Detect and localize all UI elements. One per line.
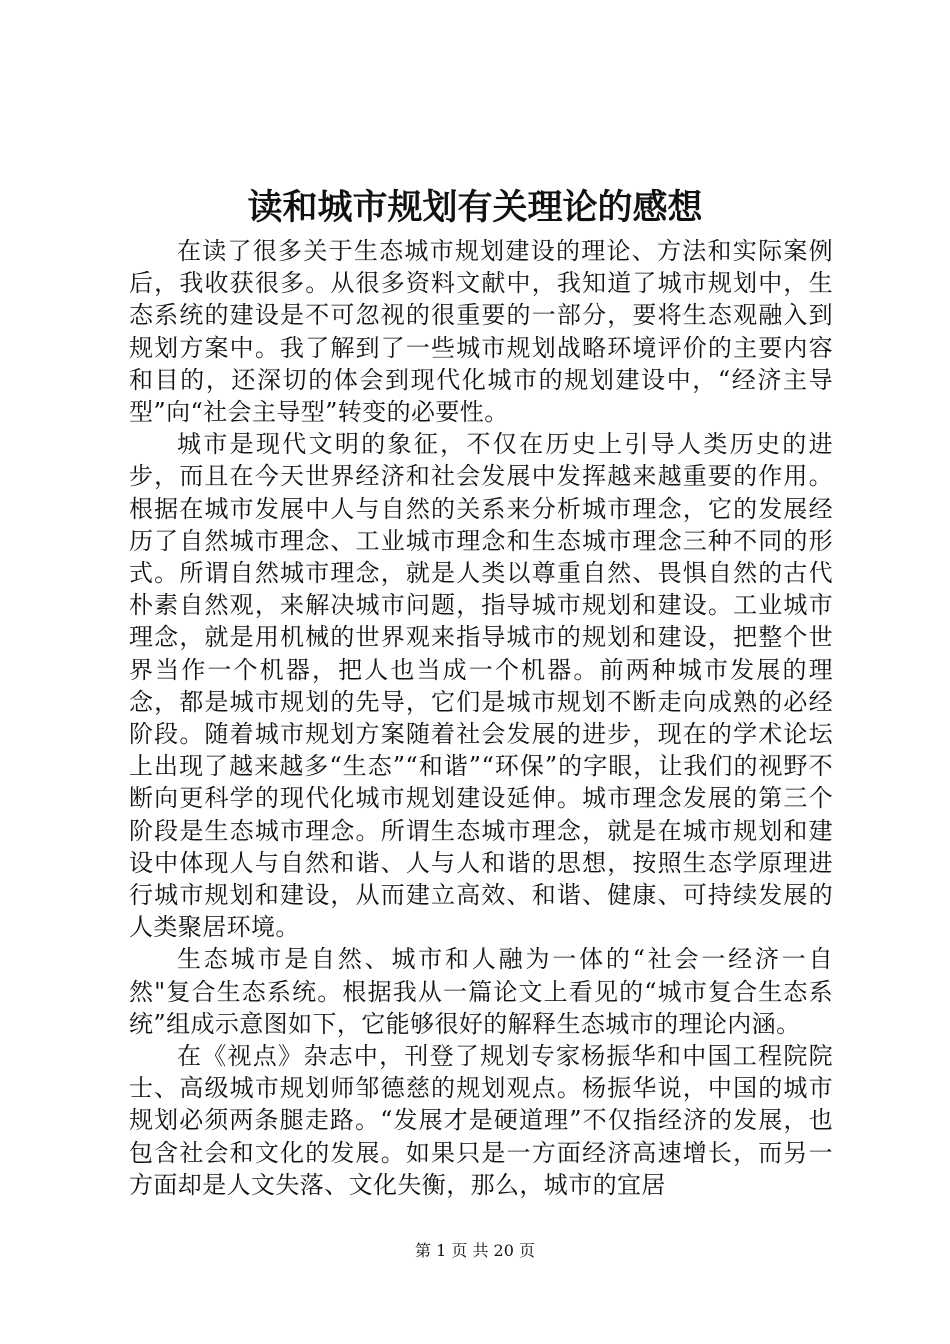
paragraph-4: 在《视点》杂志中，刊登了规划专家杨振华和中国工程院院士、高级城市规划师邹德慈的规划观点。杨振华说，中国的城市规划必须两条腿走路。“发展才是硬道理”不仅指经济的发展，也包含社会和文化的发展。如果只是一方面经济高速增长，而另一方面却是人文失落、文化失衡，那么，城市的宜居	[129, 1042, 833, 1199]
paragraph-2: 城市是现代文明的象征，不仅在历史上引导人类历史的进步，而且在今天世界经济和社会发展中发挥越来越重要的作用。根据在城市发展中人与自然的关系来分析城市理念，它的发展经历了自然城市理念、工业城市理念和生态城市理念三种不同的形式。所谓自然城市理念，就是人类以尊重自然、畏惧自然的古代朴素自然观，来解决城市问题，指导城市规划和建设。工业城市理念，就是用机械的世界观来指导城市的规划和建设，把整个世界当作一个机器，把人也当成一个机器。前两种城市发展的理念，都是城市规划的先导，它们是城市规划不断走向成熟的必经阶段。随着城市规划方案随着社会发展的进步，现在的学术论坛上出现了越来越多“生态”“和谐”“环保”的字眼，让我们的视野不断向更科学的现代化城市规划建设延伸。城市理念发展的第三个阶段是生态城市理念。所谓生态城市理念，就是在城市规划和建设中体现人与自然和谐、人与人和谐的思想，按照生态学原理进行城市规划和建设，从而建立高效、和谐、健康、可持续发展的人类聚居环境。	[129, 430, 833, 942]
page-title: 读和城市规划有关理论的感想	[247, 187, 703, 228]
paragraph-3: 生态城市是自然、城市和人融为一体的“社会一经济一自然"复合生态系统。根据我从一篇论文上看见的“城市复合生态系统”组成示意图如下，它能够很好的解释生态城市的理论内涵。	[129, 945, 833, 1038]
page-footer: 第 1 页 共 20 页	[415, 1241, 535, 1260]
document-body	[129, 235, 833, 1201]
paragraph-1: 在读了很多关于生态城市规划建设的理论、方法和实际案例后，我收获很多。从很多资料文献中，我知道了城市规划中，生态系统的建设是不可忽视的很重要的一部分，要将生态观融入到规划方案中。我了解到了一些城市规划战略环境评价的主要内容和目的，还深切的体会到现代化城市的规划建设中，“经济主导型”向“社会主导型”转变的必要性。	[129, 237, 833, 427]
